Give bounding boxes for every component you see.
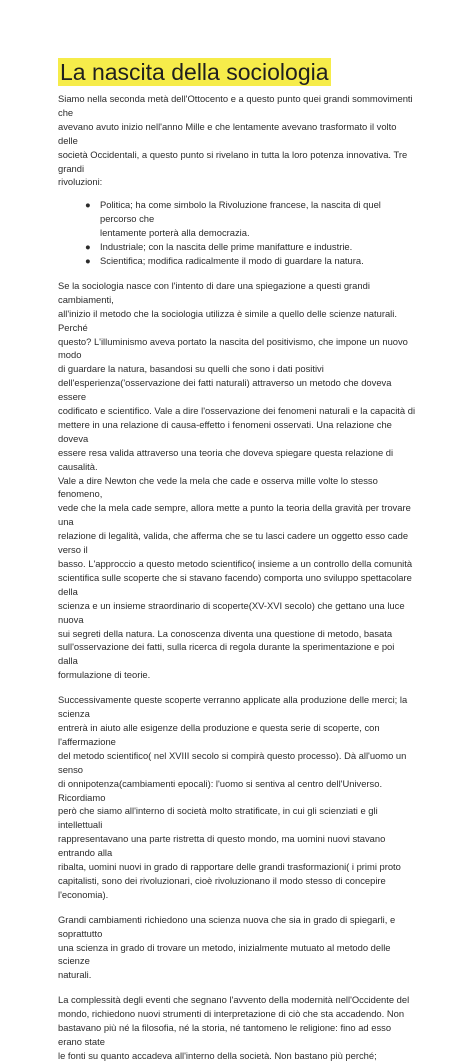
text-line: avevano avuto inizio nell'anno Mille e che lentamente avevano trasformato il volto delle — [58, 120, 397, 146]
text-line: ribalta, uomini nuovi in grado di rapportare delle grandi trasformazioni( i primi proto — [58, 861, 401, 873]
text-line: mondo, richiedono nuovi strumenti di interpretazione di ciò che sta accadendo. Non — [58, 1008, 405, 1020]
text-line: le fonti su quanto accadeva all'interno della società. Non bastano più perché; — [58, 1049, 377, 1061]
text-line: entrerà in aiuto alle esigenze della produzione e questa serie di scoperte, con l'affermazione — [58, 721, 380, 747]
list-item — [85, 240, 416, 254]
intro-paragraph — [58, 92, 416, 189]
text-line: scientifica sulle scoperte che si stavano facendo) comporta uno sviluppo spettacolare della — [58, 571, 412, 597]
text-line: Successivamente queste scoperte verranno applicate alla produzione delle merci; la scienza — [58, 694, 408, 720]
text-line: Vale a dire Newton che vede la mela che cade e osserva mille volte lo stesso fenomeno, — [58, 474, 378, 500]
text-line: naturali. — [58, 969, 92, 981]
document-title: La nascita della sociologia — [60, 59, 329, 85]
text-line: però che siamo all'interno di società molto stratificate, in cui gli scienziati e gli intellettuali — [58, 805, 378, 831]
text-line: all'inizio il metodo che la sociologia utilizza è simile a quello delle scienze naturali. Perché — [58, 307, 397, 333]
bullet-icon: ● — [85, 199, 91, 211]
bullet-icon: ● — [85, 254, 91, 266]
text-line: di guardare la natura, basandosi su quelli che sono i dati positivi — [58, 363, 324, 375]
text-line: Politica; ha come simbolo la Rivoluzione francese, la nascita di quel percorso che — [100, 199, 381, 225]
text-line: La complessità degli eventi che segnano l'avvento della modernità nell'Occidente del — [58, 994, 410, 1006]
text-line: sull'osservazione dei fatti, sulla ricerca di regola durante la sperimentazione e poi dalla — [58, 641, 395, 667]
text-line: Scientifica; modifica radicalmente il modo di guardare la natura. — [100, 254, 364, 266]
revolutions-list — [58, 198, 416, 268]
text-line: relazione di legalità, valida, che afferma che se tu lasci cadere un oggetto esso cade verso il — [58, 530, 409, 556]
text-line: basso. L'approccio a questo metodo scientifico( insieme a un controllo della comunità — [58, 558, 413, 569]
text-line: di onnipotenza(cambiamenti epocali): l'uomo si sentiva al centro dell'Universo. Ricordiamo — [58, 777, 383, 803]
text-line: scienza e un insieme straordinario di scoperte(XV-XVI secolo) che gettano una luce nuova — [58, 599, 405, 625]
list-item — [85, 198, 416, 240]
list-item — [85, 254, 416, 268]
text-line: una scienza in grado di trovare un metodo, inizialmente mutuato al metodo delle scienze — [58, 941, 391, 967]
text-line: questo? L'illuminismo aveva portato la nascita del positivismo, che impone un nuovo modo — [58, 335, 408, 361]
paragraph-new-science — [58, 913, 416, 983]
text-line: bastavano più né la filosofia, né la storia, né tantomeno le religione: fino ad esso erano state — [58, 1022, 392, 1047]
text-line: Grandi cambiamenti richiedono una scienza nuova che sia in grado di spiegarli, e soprattutto — [58, 913, 396, 939]
text-line: formulazione di teorie. — [58, 669, 151, 681]
text-line: lentamente porterà alla democrazia. — [100, 227, 250, 239]
text-line: dell'esperienza('osservazione dei fatti naturali) attraverso un metodo che doveva essere — [58, 377, 392, 403]
text-line: Se la sociologia nasce con l'intento di dare una spiegazione a questi grandi cambiamenti, — [58, 279, 370, 305]
bullet-icon: ● — [85, 241, 91, 253]
text-line: vede che la mela cade sempre, allora mette a punto la teoria della gravità per trovare una — [58, 502, 411, 528]
text-line: mettere in una relazione di causa-effetto i fenomeni osservati. Una relazione che doveva — [58, 418, 392, 444]
paragraph-modernity — [58, 993, 416, 1063]
text-line: Siamo nella seconda metà dell'Ottocento e a questo punto quei grandi sommovimenti che — [58, 93, 413, 118]
paragraph-scientific-method — [58, 693, 416, 902]
text-line: società Occidentali, a questo punto si rivelano in tutta la loro potenza innovativa. Tre grandi — [58, 148, 408, 174]
text-line: rivoluzioni: — [58, 176, 103, 188]
paragraph-positivism — [58, 279, 416, 682]
text-line: codificato e scientifico. Vale a dire l'osservazione dei fenomeni naturali e la capacità di — [58, 405, 416, 417]
text-line: sui segreti della natura. La conoscenza diventa una questione di metodo, basata — [58, 627, 393, 639]
text-line: Industriale; con la nascita delle prime manifatture e industrie. — [100, 241, 353, 253]
text-line: rappresentavano una parte ristretta di questo mondo, ma uomini nuovi stavano entrando alla — [58, 833, 386, 859]
text-line: del metodo scientifico( nel XVIII secolo si compirà questo processo). Dà all'uomo un senso — [58, 749, 407, 775]
text-line: essere resa valida attraverso una teoria che doveva spiegare questa relazione di causalità. — [58, 446, 394, 472]
text-line: capitalisti, sono dei rivoluzionari, cioè rivoluzionano il modo stesso di concepire l'economia). — [58, 874, 386, 900]
